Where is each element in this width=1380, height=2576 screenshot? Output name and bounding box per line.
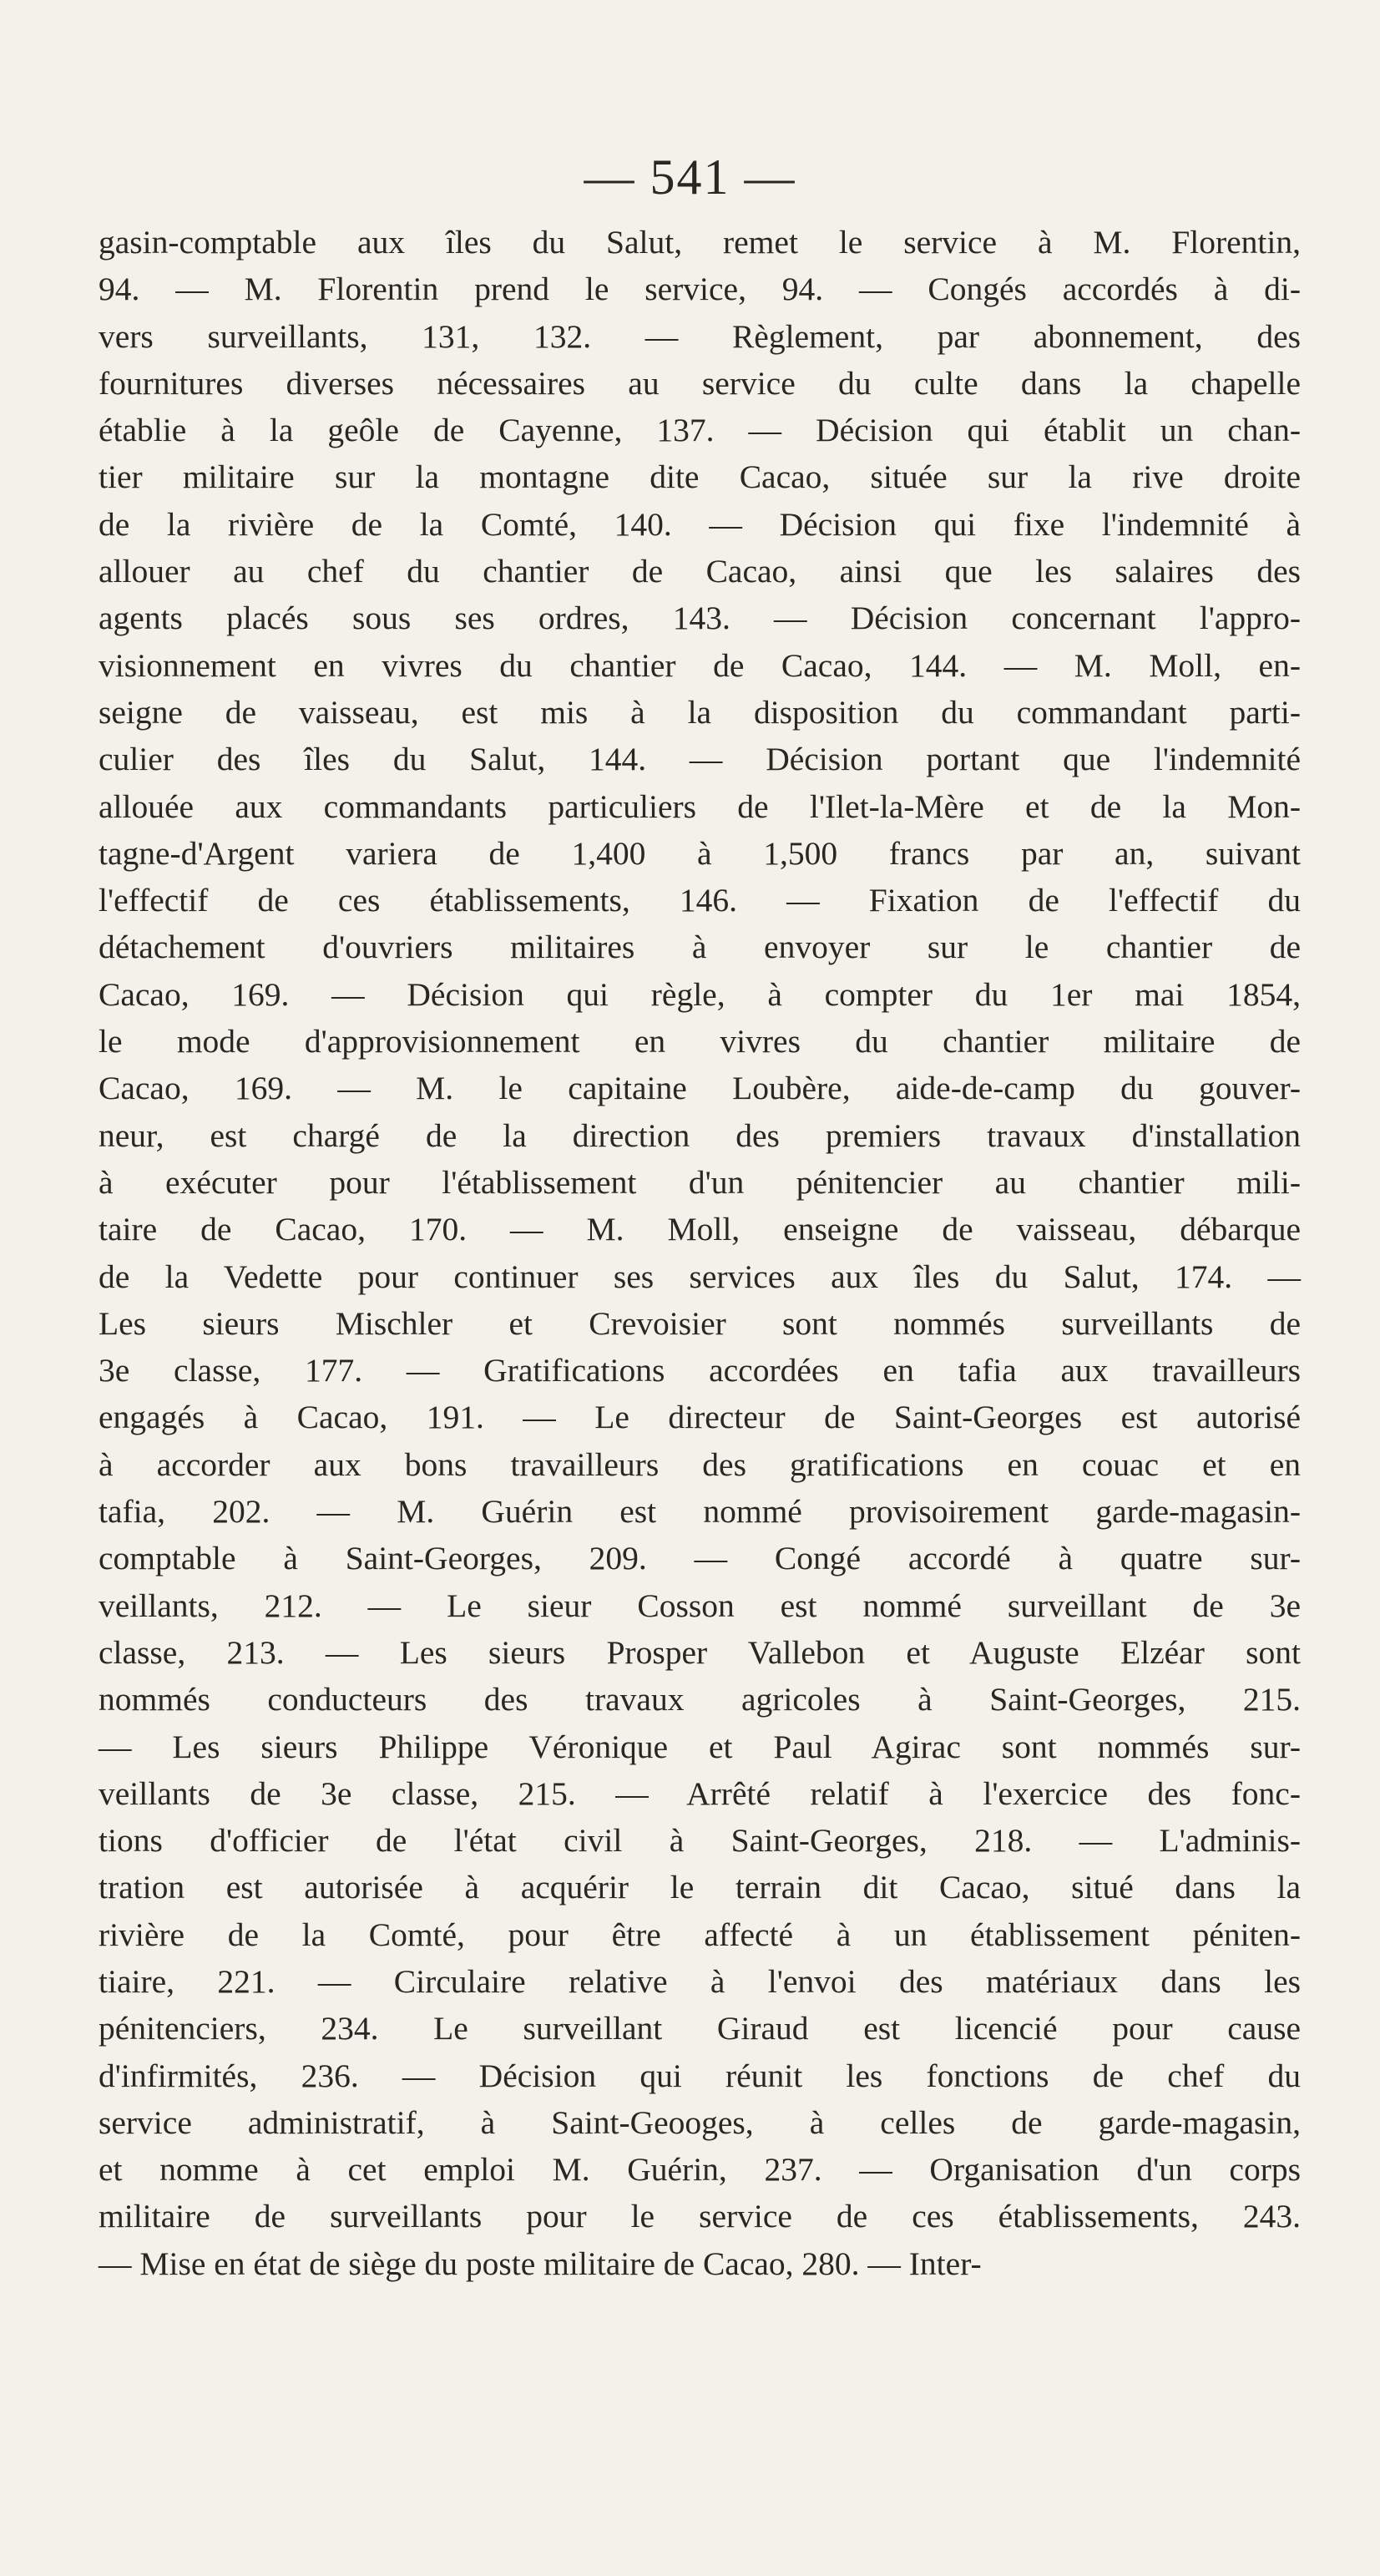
text-line: à exécuter pour l'établissement d'un pénitencier au chantier mili- bbox=[99, 1163, 1301, 1201]
text-line: service administratif, à Saint-Geooges, à celles de garde-magasin, bbox=[99, 2103, 1301, 2141]
text-line: l'effectif de ces établissements, 146. — Fixation de l'effectif du bbox=[99, 882, 1301, 919]
text-line: fournitures diverses nécessaires au service du culte dans la chapelle bbox=[99, 364, 1301, 402]
text-line: détachement d'ouvriers militaires à envoyer sur le chantier de bbox=[99, 929, 1301, 966]
text-line: agents placés sous ses ordres, 143. — Décision concernant l'appro- bbox=[99, 600, 1301, 637]
text-line: pénitenciers, 234. Le surveillant Giraud est licencié pour cause bbox=[99, 2010, 1301, 2047]
text-line: allouée aux commandants particuliers de l'Ilet-la-Mère et de la Mon- bbox=[99, 787, 1301, 825]
text-line: veillants, 212. — Le sieur Cosson est nommé surveillant de 3e bbox=[99, 1587, 1301, 1624]
text-line: gasin-comptable aux îles du Salut, remet le service à M. Florentin, bbox=[99, 224, 1301, 261]
text-line: Cacao, 169. — Décision qui règle, à compter du 1er mai 1854, bbox=[99, 975, 1301, 1013]
text-line: 3e classe, 177. — Gratifications accordées en tafia aux travailleurs bbox=[99, 1352, 1301, 1389]
text-line: seigne de vaisseau, est mis à la disposition du commandant parti- bbox=[99, 693, 1301, 731]
text-line: le mode d'approvisionnement en vivres du chantier militaire de bbox=[99, 1023, 1301, 1060]
text-line: militaire de surveillants pour le service de ces établissements, 243. bbox=[99, 2198, 1301, 2235]
body-text bbox=[99, 219, 1301, 2287]
text-line: neur, est chargé de la direction des premiers travaux d'installation bbox=[99, 1116, 1301, 1154]
text-line: vers surveillants, 131, 132. — Règlement, par abonnement, des bbox=[99, 317, 1301, 355]
text-line: tration est autorisée à acquérir le terrain dit Cacao, situé dans la bbox=[99, 1869, 1301, 1906]
text-line: visionnement en vivres du chantier de Cacao, 144. — M. Moll, en- bbox=[99, 646, 1301, 684]
text-line: tier militaire sur la montagne dite Cacao, située sur la rive droite bbox=[99, 458, 1301, 496]
text-line: établie à la geôle de Cayenne, 137. — Décision qui établit un chan- bbox=[99, 412, 1301, 449]
text-line: de la rivière de la Comté, 140. — Décision qui fixe l'indemnité à bbox=[99, 505, 1301, 543]
text-line: tagne-d'Argent variera de 1,400 à 1,500 francs par an, suivant bbox=[99, 834, 1301, 872]
text-line: — Mise en état de siège du poste militaire de Cacao, 280. — Inter- bbox=[99, 2245, 982, 2282]
text-line: — Les sieurs Philippe Véronique et Paul Agirac sont nommés sur- bbox=[99, 1728, 1301, 1765]
text-line: et nomme à cet emploi M. Guérin, 237. — Organisation d'un corps bbox=[99, 2151, 1301, 2189]
text-line: veillants de 3e classe, 215. — Arrêté relatif à l'exercice des fonc- bbox=[99, 1774, 1301, 1812]
text-line: tiaire, 221. — Circulaire relative à l'envoi des matériaux dans les bbox=[99, 1962, 1301, 2000]
text-line: d'infirmités, 236. — Décision qui réunit les fonctions de chef du bbox=[99, 2057, 1301, 2094]
text-line: allouer au chef du chantier de Cacao, ainsi que les salaires des bbox=[99, 553, 1301, 590]
text-line: taire de Cacao, 170. — M. Moll, enseigne de vaisseau, débarque bbox=[99, 1211, 1301, 1248]
text-line: tions d'officier de l'état civil à Saint-Georges, 218. — L'adminis- bbox=[99, 1822, 1301, 1860]
text-line: 94. — M. Florentin prend le service, 94. — Congés accordés à di- bbox=[99, 271, 1301, 308]
text-line: nommés conducteurs des travaux agricoles à Saint-Georges, 215. bbox=[99, 1681, 1301, 1718]
text-line: tafia, 202. — M. Guérin est nommé provisoirement garde-magasin- bbox=[99, 1493, 1301, 1531]
text-line: Cacao, 169. — M. le capitaine Loubère, aide-de-camp du gouver- bbox=[99, 1070, 1301, 1107]
text-line: de la Vedette pour continuer ses services aux îles du Salut, 174. — bbox=[99, 1258, 1301, 1295]
page-number: — 541 — bbox=[584, 149, 796, 205]
text-line: Les sieurs Mischler et Crevoisier sont nommés surveillants de bbox=[99, 1304, 1301, 1342]
text-line: comptable à Saint-Georges, 209. — Congé accordé à quatre sur- bbox=[99, 1540, 1301, 1577]
text-line: à accorder aux bons travailleurs des gratifications en couac et en bbox=[99, 1445, 1301, 1483]
text-line: culier des îles du Salut, 144. — Décision portant que l'indemnité bbox=[99, 741, 1301, 778]
text-line: engagés à Cacao, 191. — Le directeur de Saint-Georges est autorisé bbox=[99, 1399, 1301, 1436]
text-line: rivière de la Comté, pour être affecté à un établissement péniten- bbox=[99, 1916, 1301, 1953]
text-line: classe, 213. — Les sieurs Prosper Vallebon et Auguste Elzéar sont bbox=[99, 1633, 1301, 1671]
